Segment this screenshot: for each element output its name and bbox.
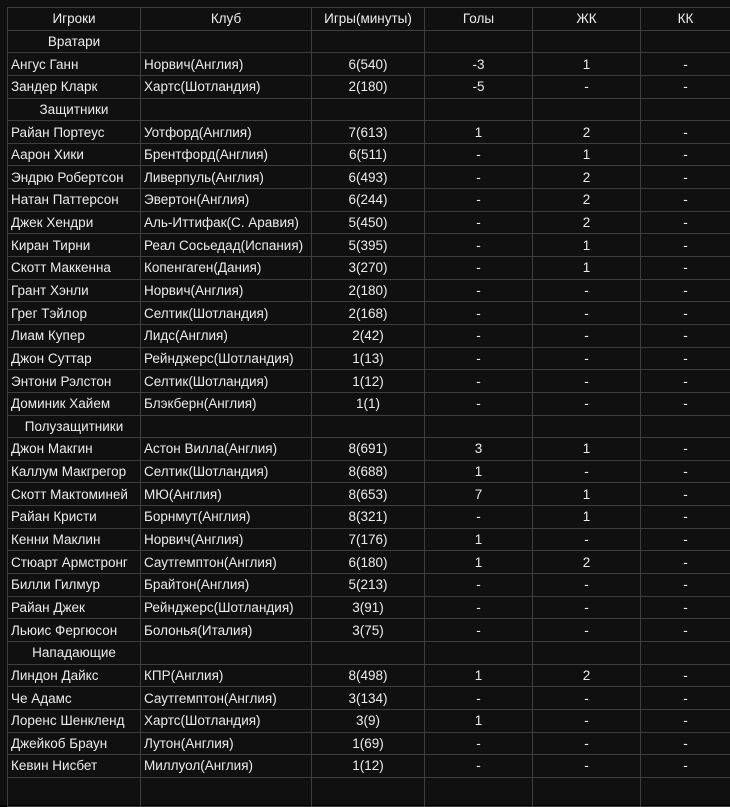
yellow-cards-cell: -	[533, 460, 641, 483]
table-row	[8, 709, 730, 732]
games-minutes-cell: 1(12)	[312, 370, 425, 393]
player-name-cell: Киран Тирни	[8, 234, 141, 257]
yellow-cards-cell: 1	[533, 506, 641, 529]
section-header-row	[8, 415, 730, 438]
red-cards-cell: -	[641, 302, 730, 325]
red-cards-cell: -	[641, 143, 730, 166]
games-minutes-cell: 5(450)	[312, 211, 425, 234]
table-row	[8, 370, 730, 393]
red-cards-cell: -	[641, 483, 730, 506]
table-row	[8, 460, 730, 483]
games-minutes-cell: 8(691)	[312, 438, 425, 461]
empty-cell	[312, 641, 425, 664]
yellow-cards-cell: 2	[533, 166, 641, 189]
player-name-cell: Зандер Кларк	[8, 75, 141, 98]
club-name-cell: Хартс(Шотландия)	[141, 709, 312, 732]
player-name-cell: Скотт Маккенна	[8, 257, 141, 280]
games-minutes-cell: 6(244)	[312, 189, 425, 212]
player-name-cell: Джейкоб Браун	[8, 732, 141, 755]
table-row	[8, 687, 730, 710]
red-cards-cell: -	[641, 574, 730, 597]
club-name-cell: Норвич(Англия)	[141, 528, 312, 551]
yellow-cards-cell: -	[533, 528, 641, 551]
empty-cell	[641, 777, 730, 806]
club-name-cell: Норвич(Англия)	[141, 53, 312, 76]
goals-cell: 1	[425, 121, 533, 144]
empty-cell	[141, 415, 312, 438]
yellow-cards-cell: -	[533, 324, 641, 347]
table-row	[8, 347, 730, 370]
table-row	[8, 324, 730, 347]
table-row	[8, 528, 730, 551]
games-minutes-cell: 7(613)	[312, 121, 425, 144]
table-header	[8, 8, 730, 31]
empty-cell	[312, 30, 425, 53]
red-cards-cell: -	[641, 75, 730, 98]
empty-cell	[141, 777, 312, 806]
header-goals: Голы	[425, 8, 533, 31]
games-minutes-cell: 5(213)	[312, 574, 425, 597]
red-cards-cell: -	[641, 189, 730, 212]
player-name-cell: Энтони Рэлстон	[8, 370, 141, 393]
table-row	[8, 279, 730, 302]
yellow-cards-cell: -	[533, 302, 641, 325]
player-name-cell: Натан Паттерсон	[8, 189, 141, 212]
yellow-cards-cell: 2	[533, 121, 641, 144]
goals-cell: -	[425, 687, 533, 710]
games-minutes-cell: 2(42)	[312, 324, 425, 347]
goals-cell: 1	[425, 528, 533, 551]
red-cards-cell: -	[641, 732, 730, 755]
table-row	[8, 211, 730, 234]
goals-cell: -	[425, 257, 533, 280]
empty-cell	[641, 415, 730, 438]
club-name-cell: КПР(Англия)	[141, 664, 312, 687]
player-name-cell: Кевин Нисбет	[8, 755, 141, 778]
yellow-cards-cell: -	[533, 755, 641, 778]
empty-row	[8, 777, 730, 806]
red-cards-cell: -	[641, 528, 730, 551]
player-name-cell: Грант Хэнли	[8, 279, 141, 302]
empty-cell	[312, 98, 425, 121]
red-cards-cell: -	[641, 211, 730, 234]
games-minutes-cell: 5(395)	[312, 234, 425, 257]
table-row	[8, 75, 730, 98]
table-row	[8, 506, 730, 529]
games-minutes-cell: 3(9)	[312, 709, 425, 732]
player-name-cell: Стюарт Армстронг	[8, 551, 141, 574]
games-minutes-cell: 6(493)	[312, 166, 425, 189]
goals-cell: 7	[425, 483, 533, 506]
red-cards-cell: -	[641, 755, 730, 778]
empty-cell	[425, 98, 533, 121]
goals-cell: -	[425, 392, 533, 415]
empty-cell	[141, 30, 312, 53]
red-cards-cell: -	[641, 121, 730, 144]
club-name-cell: Селтик(Шотландия)	[141, 370, 312, 393]
empty-cell	[641, 641, 730, 664]
goals-cell: 1	[425, 551, 533, 574]
yellow-cards-cell: 1	[533, 234, 641, 257]
club-name-cell: Селтик(Шотландия)	[141, 460, 312, 483]
yellow-cards-cell: -	[533, 596, 641, 619]
player-name-cell: Льюис Фергюсон	[8, 619, 141, 642]
table-row	[8, 438, 730, 461]
table-row	[8, 143, 730, 166]
empty-cell	[425, 641, 533, 664]
empty-cell	[533, 415, 641, 438]
header-player: Игроки	[8, 8, 141, 31]
games-minutes-cell: 8(653)	[312, 483, 425, 506]
club-name-cell: Селтик(Шотландия)	[141, 302, 312, 325]
goals-cell: 1	[425, 460, 533, 483]
club-name-cell: Эвертон(Англия)	[141, 189, 312, 212]
yellow-cards-cell: 1	[533, 257, 641, 280]
yellow-cards-cell: -	[533, 732, 641, 755]
yellow-cards-cell: -	[533, 619, 641, 642]
goals-cell: -	[425, 619, 533, 642]
yellow-cards-cell: 2	[533, 551, 641, 574]
goals-cell: -	[425, 166, 533, 189]
section-header-row	[8, 641, 730, 664]
header-club: Клуб	[141, 8, 312, 31]
games-minutes-cell: 8(498)	[312, 664, 425, 687]
red-cards-cell: -	[641, 166, 730, 189]
player-name-cell: Каллум Макгрегор	[8, 460, 141, 483]
player-name-cell: Райан Кристи	[8, 506, 141, 529]
empty-cell	[312, 777, 425, 806]
red-cards-cell: -	[641, 347, 730, 370]
yellow-cards-cell: 1	[533, 438, 641, 461]
table-row	[8, 619, 730, 642]
table-row	[8, 755, 730, 778]
goals-cell: -	[425, 370, 533, 393]
yellow-cards-cell: 1	[533, 143, 641, 166]
empty-cell	[141, 98, 312, 121]
player-name-cell: Ангус Ганн	[8, 53, 141, 76]
player-name-cell: Райан Портеус	[8, 121, 141, 144]
header-red-cards: КК	[641, 8, 730, 31]
goals-cell: -	[425, 347, 533, 370]
club-name-cell: Рейнджерс(Шотландия)	[141, 596, 312, 619]
yellow-cards-cell: 2	[533, 664, 641, 687]
games-minutes-cell: 2(180)	[312, 279, 425, 302]
games-minutes-cell: 1(69)	[312, 732, 425, 755]
club-name-cell: Реал Сосьедад(Испания)	[141, 234, 312, 257]
club-name-cell: Копенгаген(Дания)	[141, 257, 312, 280]
red-cards-cell: -	[641, 506, 730, 529]
club-name-cell: Уотфорд(Англия)	[141, 121, 312, 144]
goals-cell: -	[425, 143, 533, 166]
yellow-cards-cell: -	[533, 574, 641, 597]
empty-cell	[533, 641, 641, 664]
header-row	[8, 8, 730, 31]
empty-cell	[533, 777, 641, 806]
red-cards-cell: -	[641, 53, 730, 76]
games-minutes-cell: 2(180)	[312, 75, 425, 98]
player-name-cell: Джон Суттар	[8, 347, 141, 370]
player-name-cell: Джек Хендри	[8, 211, 141, 234]
empty-cell	[641, 98, 730, 121]
club-name-cell: Норвич(Англия)	[141, 279, 312, 302]
empty-cell	[425, 30, 533, 53]
games-minutes-cell: 1(12)	[312, 755, 425, 778]
table-row	[8, 574, 730, 597]
section-title: Вратари	[8, 30, 141, 53]
goals-cell: -	[425, 324, 533, 347]
player-name-cell: Че Адамс	[8, 687, 141, 710]
games-minutes-cell: 3(134)	[312, 687, 425, 710]
player-name-cell: Райан Джек	[8, 596, 141, 619]
empty-cell	[425, 777, 533, 806]
goals-cell: -3	[425, 53, 533, 76]
yellow-cards-cell: 2	[533, 211, 641, 234]
player-name-cell: Доминик Хайем	[8, 392, 141, 415]
games-minutes-cell: 8(321)	[312, 506, 425, 529]
club-name-cell: Саутгемптон(Англия)	[141, 687, 312, 710]
table-row	[8, 596, 730, 619]
yellow-cards-cell: 1	[533, 483, 641, 506]
goals-cell: -	[425, 574, 533, 597]
club-name-cell: Аль-Иттифак(С. Аравия)	[141, 211, 312, 234]
goals-cell: 3	[425, 438, 533, 461]
club-name-cell: Болонья(Италия)	[141, 619, 312, 642]
red-cards-cell: -	[641, 392, 730, 415]
empty-cell	[533, 30, 641, 53]
games-minutes-cell: 3(270)	[312, 257, 425, 280]
player-name-cell: Кенни Маклин	[8, 528, 141, 551]
empty-cell	[8, 777, 141, 806]
section-title: Нападающие	[8, 641, 141, 664]
empty-cell	[533, 98, 641, 121]
table-row	[8, 664, 730, 687]
player-name-cell: Билли Гилмур	[8, 574, 141, 597]
red-cards-cell: -	[641, 596, 730, 619]
table-row	[8, 53, 730, 76]
club-name-cell: Лутон(Англия)	[141, 732, 312, 755]
goals-cell: -	[425, 506, 533, 529]
section-title: Защитники	[8, 98, 141, 121]
player-name-cell: Грег Тэйлор	[8, 302, 141, 325]
player-name-cell: Лоренс Шенкленд	[8, 709, 141, 732]
club-name-cell: Миллуол(Англия)	[141, 755, 312, 778]
table-row	[8, 166, 730, 189]
empty-cell	[641, 30, 730, 53]
table-row	[8, 551, 730, 574]
goals-cell: -	[425, 211, 533, 234]
player-name-cell: Линдон Дайкс	[8, 664, 141, 687]
section-header-row	[8, 30, 730, 53]
yellow-cards-cell: -	[533, 347, 641, 370]
table-row	[8, 302, 730, 325]
player-stats-table	[7, 7, 730, 807]
club-name-cell: Хартс(Шотландия)	[141, 75, 312, 98]
yellow-cards-cell: -	[533, 279, 641, 302]
club-name-cell: Блэкберн(Англия)	[141, 392, 312, 415]
player-name-cell: Джон Макгин	[8, 438, 141, 461]
goals-cell: -	[425, 755, 533, 778]
player-name-cell: Эндрю Робертсон	[8, 166, 141, 189]
red-cards-cell: -	[641, 664, 730, 687]
table-row	[8, 121, 730, 144]
yellow-cards-cell: -	[533, 709, 641, 732]
table-row	[8, 234, 730, 257]
games-minutes-cell: 6(511)	[312, 143, 425, 166]
table-body	[8, 30, 730, 806]
games-minutes-cell: 6(180)	[312, 551, 425, 574]
yellow-cards-cell: -	[533, 392, 641, 415]
goals-cell: -	[425, 234, 533, 257]
club-name-cell: Брайтон(Англия)	[141, 574, 312, 597]
club-name-cell: Брентфорд(Англия)	[141, 143, 312, 166]
empty-cell	[312, 415, 425, 438]
goals-cell: -	[425, 302, 533, 325]
table-row	[8, 189, 730, 212]
red-cards-cell: -	[641, 234, 730, 257]
goals-cell: 1	[425, 664, 533, 687]
empty-cell	[425, 415, 533, 438]
header-yellow-cards: ЖК	[533, 8, 641, 31]
games-minutes-cell: 7(176)	[312, 528, 425, 551]
games-minutes-cell: 6(540)	[312, 53, 425, 76]
table-row	[8, 483, 730, 506]
yellow-cards-cell: -	[533, 75, 641, 98]
games-minutes-cell: 3(75)	[312, 619, 425, 642]
club-name-cell: МЮ(Англия)	[141, 483, 312, 506]
yellow-cards-cell: 2	[533, 189, 641, 212]
goals-cell: 1	[425, 709, 533, 732]
club-name-cell: Астон Вилла(Англия)	[141, 438, 312, 461]
club-name-cell: Рейнджерс(Шотландия)	[141, 347, 312, 370]
club-name-cell: Ливерпуль(Англия)	[141, 166, 312, 189]
yellow-cards-cell: 1	[533, 53, 641, 76]
games-minutes-cell: 1(1)	[312, 392, 425, 415]
table-row	[8, 392, 730, 415]
yellow-cards-cell: -	[533, 687, 641, 710]
table-row	[8, 732, 730, 755]
red-cards-cell: -	[641, 324, 730, 347]
games-minutes-cell: 2(168)	[312, 302, 425, 325]
games-minutes-cell: 8(688)	[312, 460, 425, 483]
header-games: Игры(минуты)	[312, 8, 425, 31]
red-cards-cell: -	[641, 257, 730, 280]
red-cards-cell: -	[641, 370, 730, 393]
goals-cell: -	[425, 279, 533, 302]
red-cards-cell: -	[641, 619, 730, 642]
club-name-cell: Борнмут(Англия)	[141, 506, 312, 529]
goals-cell: -	[425, 732, 533, 755]
yellow-cards-cell: -	[533, 370, 641, 393]
club-name-cell: Саутгемптон(Англия)	[141, 551, 312, 574]
player-name-cell: Скотт Мактоминей	[8, 483, 141, 506]
goals-cell: -	[425, 189, 533, 212]
player-name-cell: Аарон Хики	[8, 143, 141, 166]
red-cards-cell: -	[641, 709, 730, 732]
player-name-cell: Лиам Купер	[8, 324, 141, 347]
goals-cell: -	[425, 596, 533, 619]
table-row	[8, 257, 730, 280]
red-cards-cell: -	[641, 438, 730, 461]
goals-cell: -5	[425, 75, 533, 98]
games-minutes-cell: 1(13)	[312, 347, 425, 370]
club-name-cell: Лидс(Англия)	[141, 324, 312, 347]
red-cards-cell: -	[641, 460, 730, 483]
empty-cell	[141, 641, 312, 664]
red-cards-cell: -	[641, 279, 730, 302]
red-cards-cell: -	[641, 687, 730, 710]
games-minutes-cell: 3(91)	[312, 596, 425, 619]
section-header-row	[8, 98, 730, 121]
red-cards-cell: -	[641, 551, 730, 574]
section-title: Полузащитники	[8, 415, 141, 438]
